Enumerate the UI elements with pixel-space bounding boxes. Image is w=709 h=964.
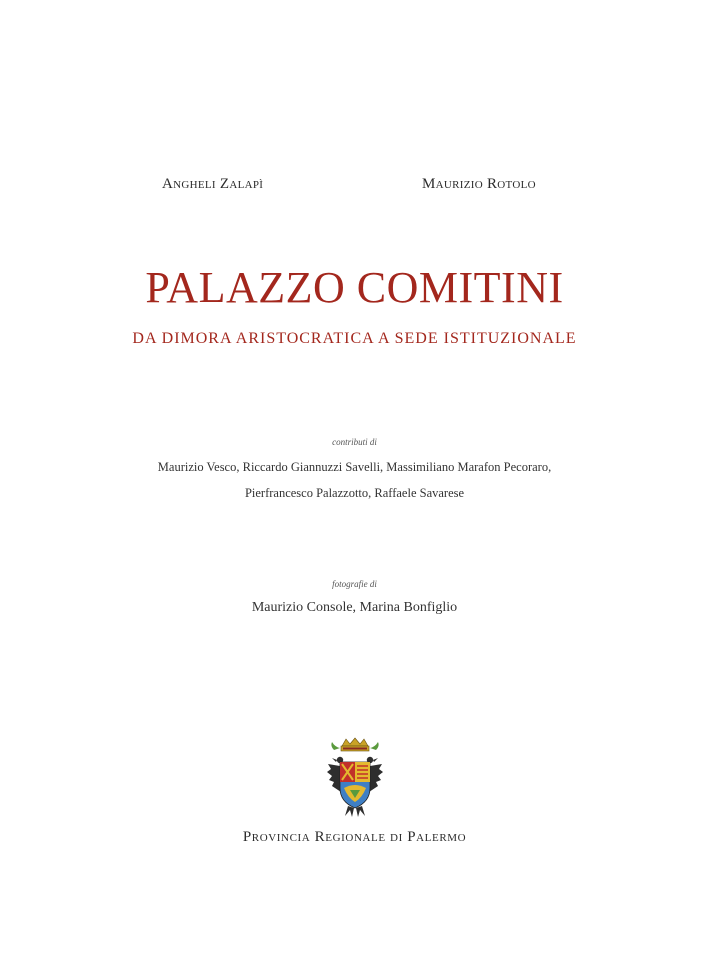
photography-label: fotografie di xyxy=(332,579,377,589)
contributors-line-2: Pierfrancesco Palazzotto, Raffaele Savarese xyxy=(244,486,465,500)
crown-icon xyxy=(331,738,378,751)
book-title: PALAZZO COMITINI xyxy=(145,263,564,312)
contributions-label: contributi di xyxy=(332,437,377,447)
contributors-line-1: Maurizio Vesco, Riccardo Giannuzzi Savelli, Massimiliano Marafon Pecoraro, xyxy=(157,460,552,474)
coat-of-arms-icon xyxy=(326,736,384,822)
shield-icon xyxy=(340,762,370,808)
book-subtitle: DA DIMORA ARISTOCRATICA A SEDE ISTITUZIONALE xyxy=(132,330,577,347)
author-name-2: Maurizio Rotolo xyxy=(422,176,536,192)
publisher-name: Provincia Regionale di Palermo xyxy=(242,829,467,845)
author-name-1: Angheli Zalapì xyxy=(162,176,264,192)
photographers-names: Maurizio Console, Marina Bonfiglio xyxy=(251,600,458,615)
